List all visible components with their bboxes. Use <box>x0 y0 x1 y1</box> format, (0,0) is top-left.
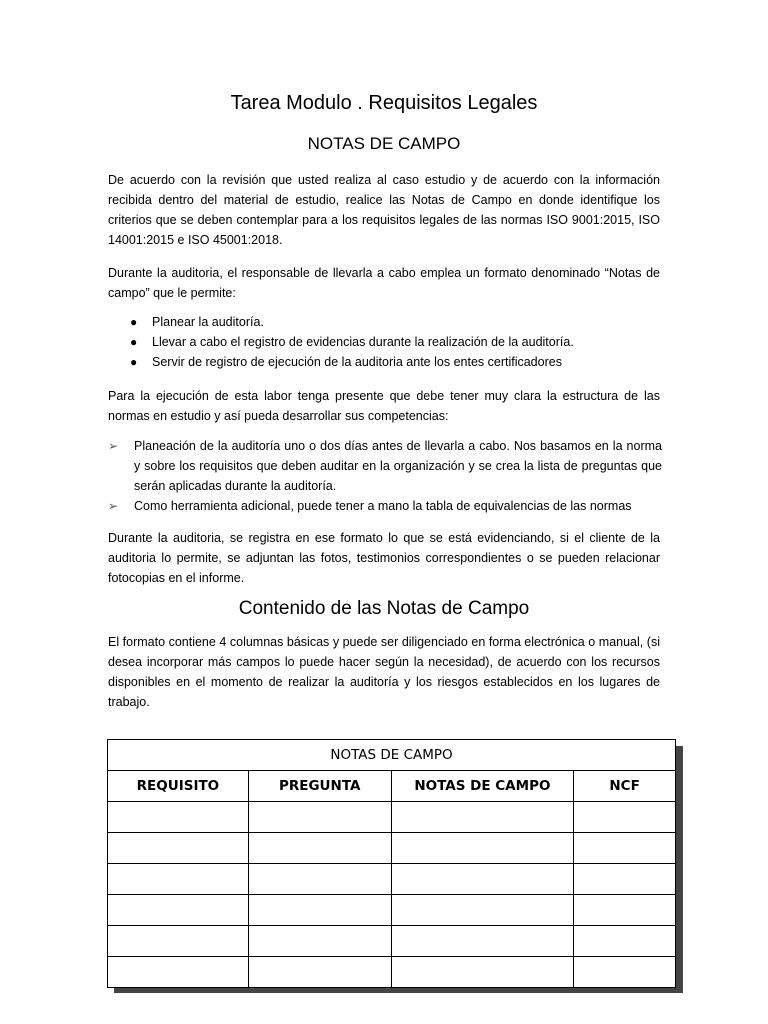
table-cell[interactable] <box>248 895 391 926</box>
table-cell[interactable] <box>108 895 249 926</box>
table-cell[interactable] <box>391 802 574 833</box>
table-cell[interactable] <box>391 895 574 926</box>
list-item <box>108 436 662 496</box>
table-row <box>108 802 676 833</box>
formato-paragraph: El formato contiene 4 columnas básicas y puede ser diligenciado en forma electrónica o manual, (si desea incorporar más campos lo puede hacer según la necesidad), de acuerdo con los recursos disponibles en el momento de realizar la auditoría y los riesgos establecidos en los lugares de trabajo. <box>108 635 660 709</box>
table-cell[interactable] <box>391 864 574 895</box>
list-item <box>128 352 668 372</box>
table-row <box>108 926 676 957</box>
list-item <box>108 496 662 516</box>
table-row <box>108 833 676 864</box>
table-cell[interactable] <box>108 957 249 988</box>
table-cell[interactable] <box>391 957 574 988</box>
table-cell[interactable] <box>108 864 249 895</box>
table-cell[interactable] <box>574 802 676 833</box>
table-row <box>108 957 676 988</box>
table-cell[interactable] <box>574 957 676 988</box>
table-cell[interactable] <box>391 833 574 864</box>
table-row <box>108 895 676 926</box>
list-item-text: Como herramienta adicional, puede tener a mano la tabla de equivalencias de las normas <box>134 499 632 513</box>
bullet-icon: ● <box>130 355 138 369</box>
ejecucion-paragraph: Para la ejecución de esta labor tenga presente que debe tener muy clara la estructura de las normas en estudio y así pueda desarrollar sus competencias: <box>108 389 660 423</box>
bullet-icon: ● <box>130 315 138 329</box>
table-cell[interactable] <box>574 864 676 895</box>
table-cell[interactable] <box>248 864 391 895</box>
registro-paragraph: Durante la auditoria, se registra en ese formato lo que se está evidenciando, si el cliente de la auditoria lo permite, se adjuntan las fotos, testimonios correspondientes o se pueden relacionar fotocopias en el informe. <box>108 531 660 585</box>
arrow-right-icon: ➢ <box>108 439 119 453</box>
list-item-text: Servir de registro de ejecución de la auditoria ante los entes certificadores <box>152 355 562 369</box>
column-header-ncf: NCF <box>574 771 676 802</box>
table-cell[interactable] <box>574 926 676 957</box>
table-cell[interactable] <box>574 833 676 864</box>
document-title: Tarea Modulo . Requisitos Legales <box>230 92 538 114</box>
table-cell[interactable] <box>108 833 249 864</box>
section-heading: Contenido de las Notas de Campo <box>238 598 530 619</box>
intro-paragraph: De acuerdo con la revisión que usted realiza al caso estudio y de acuerdo con la información recibida dentro del material de estudio, realice las Notas de Campo en donde identifique los criterios que se deben contemplar para a los requisitos legales de las normas ISO 9001:2015, ISO 14001:2015 e ISO 45001:2018. <box>108 173 660 247</box>
notes-table <box>107 739 676 988</box>
list-item-text: Planear la auditoría. <box>152 315 264 329</box>
table-cell[interactable] <box>391 926 574 957</box>
table-cell[interactable] <box>248 926 391 957</box>
list-item <box>128 312 668 332</box>
table-cell[interactable] <box>248 802 391 833</box>
auditoria-paragraph: Durante la auditoria, el responsable de llevarla a cabo emplea un formato denominado “Notas de campo” que le permite: <box>108 266 660 300</box>
table-title: NOTAS DE CAMPO <box>108 740 676 771</box>
table-cell[interactable] <box>574 895 676 926</box>
bullet-icon: ● <box>130 335 138 349</box>
table-cell[interactable] <box>108 926 249 957</box>
list-item-text: Planeación de la auditoría uno o dos días antes de llevarla a cabo. Nos basamos en la norma y sobre los requisitos que deben auditar en la organización y se crea la lista de preguntas que serán aplicadas durante la auditoría. <box>134 439 662 493</box>
arrow-right-icon: ➢ <box>108 499 119 513</box>
table-cell[interactable] <box>108 802 249 833</box>
list-item <box>128 332 668 352</box>
list-item-text: Llevar a cabo el registro de evidencias durante la realización de la auditoría. <box>152 335 574 349</box>
column-header-notas: NOTAS DE CAMPO <box>391 771 574 802</box>
table-cell[interactable] <box>248 957 391 988</box>
bullet-list <box>128 312 668 372</box>
notes-table-container <box>107 739 676 986</box>
column-header-pregunta: PREGUNTA <box>248 771 391 802</box>
arrow-list <box>108 436 662 516</box>
column-header-requisito: REQUISITO <box>108 771 249 802</box>
table-cell[interactable] <box>248 833 391 864</box>
table-row <box>108 864 676 895</box>
document-subtitle: NOTAS DE CAMPO <box>307 134 461 153</box>
